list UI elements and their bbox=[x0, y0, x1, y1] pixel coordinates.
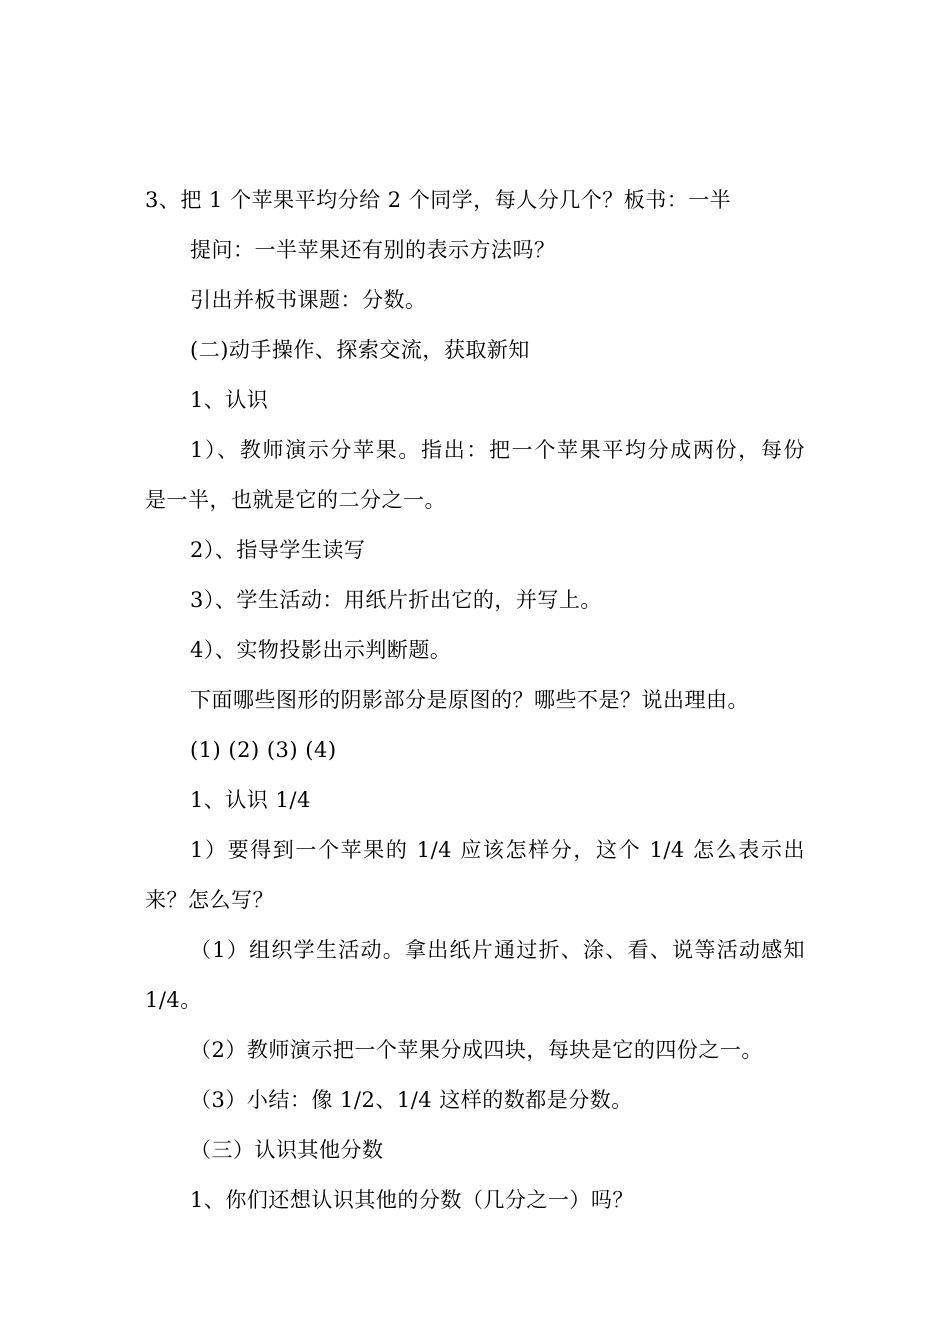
section-heading: (二)动手操作、探索交流，获取新知 bbox=[190, 338, 530, 362]
paragraph-line: 是一半，也就是它的二分之一。 bbox=[145, 488, 446, 512]
paragraph-line: （3）小结：像 1/2、1/4 这样的数都是分数。 bbox=[190, 1088, 633, 1112]
paragraph-line: （2）教师演示把一个苹果分成四块，每块是它的四份之一。 bbox=[190, 1038, 763, 1062]
paragraph-line: 3、把 1 个苹果平均分给 2 个同学，每人分几个？板书：一半 bbox=[145, 188, 732, 212]
section-heading: （三）认识其他分数 bbox=[190, 1138, 384, 1162]
paragraph-line: 3）、学生活动：用纸片折出它的，并写上。 bbox=[190, 588, 602, 612]
paragraph-line: 引出并板书课题：分数。 bbox=[190, 288, 427, 312]
paragraph-line: 来？怎么写？ bbox=[145, 888, 274, 912]
paragraph-line: 2）、指导学生读写 bbox=[190, 538, 366, 562]
paragraph-line: （1）组织学生活动。拿出纸片通过折、涂、看、说等活动感知 bbox=[190, 938, 805, 962]
paragraph-line: 提问：一半苹果还有别的表示方法吗？ bbox=[190, 238, 556, 262]
paragraph-line: (1) (2) (3) (4) bbox=[190, 738, 337, 762]
paragraph-line: 下面哪些图形的阴影部分是原图的？哪些不是？说出理由。 bbox=[190, 688, 749, 712]
paragraph-line: 1、你们还想认识其他的分数（几分之一）吗？ bbox=[190, 1188, 634, 1212]
paragraph-line: 1）、教师演示分苹果。指出：把一个苹果平均分成两份，每份 bbox=[190, 438, 805, 462]
paragraph-line: 1/4。 bbox=[145, 988, 202, 1012]
paragraph-line: 1、认识 1/4 bbox=[190, 788, 311, 812]
paragraph-line: 1）要得到一个苹果的 1/4 应该怎样分，这个 1/4 怎么表示出 bbox=[190, 838, 805, 862]
paragraph-line: 4）、实物投影出示判断题。 bbox=[190, 638, 452, 662]
paragraph-line: 1、认识 bbox=[190, 388, 269, 412]
